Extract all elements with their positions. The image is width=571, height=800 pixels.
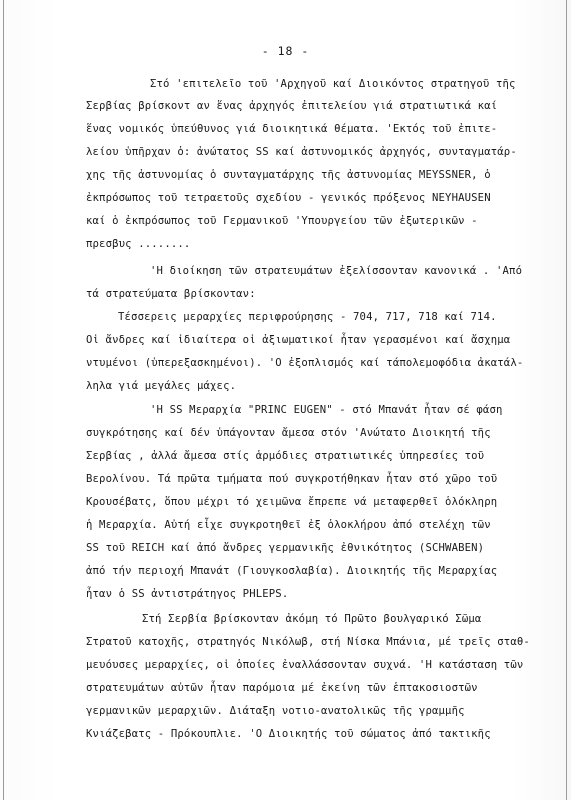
- text-line: γερμανικῶν μεραρχιῶν. Διάταξη νοτιο-ανατολικῶς τῆς γραμμῆς: [86, 705, 465, 717]
- text-line: Σερβίας , ἀλλά ἄμεσα στίς ἁρμόδιες στρατιωτικές ὑπηρεσίες τοῦ: [86, 450, 485, 462]
- text-line: ἕνας νομικός ὑπεύθυνος γιά διοικητικά θέματα. 'Εκτός τοῦ ἐπιτε-: [86, 123, 498, 135]
- text-line: καί ὁ ἐκπρόσωπος τοῦ Γερμανικοῦ 'Υπουργείου τῶν ἐξωτερικῶν -: [86, 215, 478, 227]
- text-line: SS τοῦ REICH καί ἀπό ἄνδρες γερμανικῆς ἐθνικότητος (SCHWABEN): [86, 542, 485, 554]
- text-line: χης τῆς ἀστυνομίας ὁ συνταγματάρχης τῆς ἀστυνομίας MEYSSNER, ὁ: [86, 169, 491, 181]
- text-line: ἀπό τήν περιοχή Μπανάτ (Γιουγκοσλαβία). Διοικητής τῆς Μεραρχίας: [86, 565, 498, 577]
- right-page-edge: [566, 0, 567, 800]
- text-line: Οἱ ἄνδρες καί ἰδιαίτερα οἱ ἀξιωματικοί ἦταν γερασμένοι καί ἄσχημα: [86, 334, 511, 346]
- text-line: Στρατοῦ κατοχῆς, στρατηγός Νικόλωβ, στή Νίσκα Μπάνια, μέ τρεῖς σταθ-: [86, 636, 530, 648]
- text-line: πρεσβυς ........: [86, 238, 191, 250]
- text-line: Στή Σερβία βρίσκονταν ἀκόμη τό Πρῶτο βουλγαρικό Σῶμα: [142, 613, 482, 625]
- text-line: 'Η διοίκηση τῶν στρατευμάτων ἐξελίσσονταν κανονικά . 'Από: [150, 265, 523, 277]
- left-page-edge: [3, 0, 4, 800]
- text-line: συγκρότησης καί δέν ὑπάγονταν ἄμεσα στόν 'Ανώτατο Διοικητή τῆς: [86, 427, 491, 439]
- text-line: μευόυσες μεραρχίες, οἱ ὁποίες ἐναλλάσσονταν συχνά. 'Η κατάσταση τῶν: [86, 659, 524, 671]
- text-line: Σερβίας βρίσκοντ αν ἕνας ἀρχηγός ἐπιτελείου γιά στρατιωτικά καί: [86, 100, 498, 112]
- text-line: Βερολίνου. Τά πρῶτα τμήματα πού συγκροτήθηκαν ἦταν στό χῶρο τοῦ: [86, 473, 498, 485]
- text-line: Κρουσέβατς, ὅπου μέχρι τό χειμῶνα ἔπρεπε νά μεταφερθεῖ ὁλόκληρη: [86, 496, 498, 508]
- text-line: στρατευμάτων αὐτῶν ἦταν παρόμοια μέ ἐκείνη τῶν ἑπτακοσιοστῶν: [86, 682, 478, 694]
- text-line: Κνιάζεβατς - Πρόκουπλιε. 'Ο Διοικητής τοῦ σώματος ἀπό τακτικῆς: [86, 728, 491, 740]
- text-line: ἐκπρόσωπος τοῦ τετραετοῦς σχεδίου - γενικός πρόξενος NEYHAUSEN: [86, 192, 491, 204]
- text-line: λείου ὑπῆρχαν ὁ: ἀνώτατος SS καί ἀστυνομικός ἀρχηγός, συνταγματάρ-: [86, 146, 517, 158]
- text-line: ἡ Μεραρχία. Αὐτή εἶχε συγκροτηθεῖ ἐξ ὁλοκλήρου ἀπό στελέχη τῶν: [86, 519, 491, 531]
- text-line: τά στρατεύματα βρίσκονταν:: [86, 288, 256, 300]
- text-line: Τέσσερεις μεραρχίες περιφρούρησης - 704, 717, 718 καί 714.: [118, 311, 497, 323]
- text-line: ντυμένοι (ὑπερεξασκημένοι). 'Ο ἐξοπλισμός καί τάπολεμοφόδια ἀκατάλ-: [86, 357, 524, 369]
- text-line: ἦταν ὁ SS ἀντιστράτηγος PHLEPS.: [86, 588, 289, 600]
- text-line: Στό 'επιτελεῖο τοῦ 'Αρχηγοῦ καί Διοικόντος στρατηγοῦ τῆς: [150, 78, 516, 90]
- text-line: 'Η SS Μεραρχία "PRINC EUGEN" - στό Μπανάτ ἦταν σέ φάση: [150, 404, 503, 416]
- text-line: ληλα γιά μεγάλες μάχες.: [86, 380, 237, 392]
- page-number: - 18 -: [261, 44, 310, 58]
